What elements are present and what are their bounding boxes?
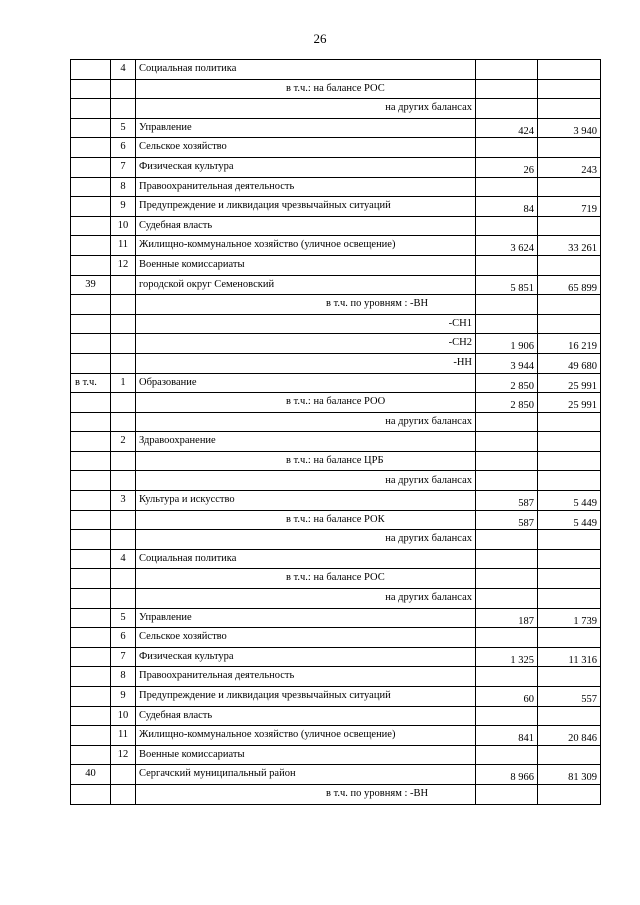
- item-name-cell: Правоохранительная деятельность: [136, 667, 476, 687]
- item-number-cell: [111, 99, 136, 119]
- value-2-cell: [538, 589, 601, 609]
- item-name-cell: -СН1: [136, 314, 476, 334]
- item-number-cell: 12: [111, 745, 136, 765]
- row-number-cell: [71, 138, 111, 158]
- value-2-cell: [538, 60, 601, 80]
- value-1-cell: [476, 745, 538, 765]
- value-1-cell: 587: [476, 491, 538, 511]
- value-1-cell: [476, 432, 538, 452]
- row-number-cell: [71, 628, 111, 648]
- item-number-cell: 11: [111, 236, 136, 256]
- value-2-cell: [538, 138, 601, 158]
- item-name-cell: Здравоохранение: [136, 432, 476, 452]
- table-row: [71, 491, 601, 511]
- value-2-cell: 243: [538, 157, 601, 177]
- value-2-cell: [538, 99, 601, 119]
- value-2-cell: 16 219: [538, 334, 601, 354]
- item-number-cell: [111, 765, 136, 785]
- value-1-cell: 84: [476, 197, 538, 217]
- item-name-cell: на других балансах: [136, 412, 476, 432]
- table-row: [71, 275, 601, 295]
- row-number-cell: [71, 255, 111, 275]
- item-name-cell: в т.ч. по уровням : -ВН: [136, 295, 476, 315]
- value-2-cell: [538, 255, 601, 275]
- value-2-cell: 719: [538, 197, 601, 217]
- table-row: [71, 373, 601, 393]
- item-name-cell: в т.ч.: на балансе РОК: [136, 510, 476, 530]
- item-number-cell: 6: [111, 628, 136, 648]
- value-2-cell: [538, 216, 601, 236]
- item-name-cell: Правоохранительная деятельность: [136, 177, 476, 197]
- row-number-cell: [71, 353, 111, 373]
- value-2-cell: 1 739: [538, 608, 601, 628]
- row-number-cell: [71, 530, 111, 550]
- row-number-cell: [71, 79, 111, 99]
- value-2-cell: 33 261: [538, 236, 601, 256]
- item-name-cell: на других балансах: [136, 471, 476, 491]
- item-number-cell: 6: [111, 138, 136, 158]
- item-name-cell: Военные комиссариаты: [136, 745, 476, 765]
- value-2-cell: [538, 706, 601, 726]
- table-row: [71, 608, 601, 628]
- item-number-cell: [111, 510, 136, 530]
- value-2-cell: 25 991: [538, 393, 601, 413]
- item-name-cell: Военные комиссариаты: [136, 255, 476, 275]
- item-name-cell: на других балансах: [136, 530, 476, 550]
- value-2-cell: 11 316: [538, 647, 601, 667]
- value-1-cell: 841: [476, 726, 538, 746]
- value-1-cell: [476, 255, 538, 275]
- item-number-cell: 7: [111, 647, 136, 667]
- row-number-cell: [71, 314, 111, 334]
- table-row: [71, 628, 601, 648]
- row-number-cell: [71, 549, 111, 569]
- table-row: [71, 314, 601, 334]
- row-number-cell: [71, 334, 111, 354]
- value-2-cell: [538, 569, 601, 589]
- item-name-cell: в т.ч.: на балансе РОО: [136, 393, 476, 413]
- value-1-cell: 5 851: [476, 275, 538, 295]
- row-number-cell: [71, 667, 111, 687]
- value-1-cell: 424: [476, 118, 538, 138]
- value-1-cell: [476, 60, 538, 80]
- table-row: [71, 255, 601, 275]
- item-number-cell: 4: [111, 60, 136, 80]
- item-number-cell: 3: [111, 491, 136, 511]
- value-2-cell: 3 940: [538, 118, 601, 138]
- value-1-cell: [476, 412, 538, 432]
- row-number-cell: в т.ч.: [71, 373, 111, 393]
- value-1-cell: [476, 216, 538, 236]
- item-name-cell: на других балансах: [136, 99, 476, 119]
- table-row: [71, 451, 601, 471]
- value-1-cell: 3 624: [476, 236, 538, 256]
- item-name-cell: в т.ч.: на балансе РОС: [136, 79, 476, 99]
- page-number: 26: [313, 31, 327, 46]
- value-2-cell: 65 899: [538, 275, 601, 295]
- value-1-cell: 60: [476, 687, 538, 707]
- table-row: [71, 784, 601, 804]
- value-2-cell: 20 846: [538, 726, 601, 746]
- table-row: [71, 295, 601, 315]
- value-2-cell: [538, 451, 601, 471]
- table-row: [71, 530, 601, 550]
- item-number-cell: 11: [111, 726, 136, 746]
- table-row: [71, 157, 601, 177]
- item-name-cell: Культура и искусство: [136, 491, 476, 511]
- item-name-cell: на других балансах: [136, 589, 476, 609]
- value-1-cell: [476, 706, 538, 726]
- item-name-cell: Жилищно-коммунальное хозяйство (уличное освещение): [136, 726, 476, 746]
- value-2-cell: [538, 177, 601, 197]
- item-number-cell: 5: [111, 118, 136, 138]
- row-number-cell: [71, 647, 111, 667]
- table-row: [71, 687, 601, 707]
- row-number-cell: [71, 784, 111, 804]
- value-1-cell: [476, 177, 538, 197]
- item-number-cell: [111, 353, 136, 373]
- table-row: [71, 667, 601, 687]
- value-1-cell: [476, 79, 538, 99]
- item-name-cell: Судебная власть: [136, 706, 476, 726]
- value-1-cell: [476, 138, 538, 158]
- value-1-cell: 1 325: [476, 647, 538, 667]
- item-number-cell: 9: [111, 197, 136, 217]
- value-2-cell: [538, 667, 601, 687]
- value-1-cell: [476, 99, 538, 119]
- value-1-cell: 2 850: [476, 393, 538, 413]
- table-row: [71, 569, 601, 589]
- table-row: [71, 216, 601, 236]
- row-number-cell: [71, 177, 111, 197]
- table-row: [71, 197, 601, 217]
- row-number-cell: [71, 60, 111, 80]
- table-row: [71, 177, 601, 197]
- table-row: [71, 334, 601, 354]
- table-row: [71, 99, 601, 119]
- item-number-cell: [111, 784, 136, 804]
- item-name-cell: в т.ч.: на балансе ЦРБ: [136, 451, 476, 471]
- value-2-cell: [538, 745, 601, 765]
- row-number-cell: [71, 745, 111, 765]
- value-1-cell: [476, 667, 538, 687]
- value-2-cell: [538, 295, 601, 315]
- value-2-cell: [538, 412, 601, 432]
- value-2-cell: 5 449: [538, 491, 601, 511]
- row-number-cell: [71, 412, 111, 432]
- item-number-cell: 12: [111, 255, 136, 275]
- value-2-cell: [538, 530, 601, 550]
- table-row: [71, 432, 601, 452]
- row-number-cell: [71, 726, 111, 746]
- item-number-cell: 8: [111, 667, 136, 687]
- value-1-cell: [476, 471, 538, 491]
- item-number-cell: 7: [111, 157, 136, 177]
- item-name-cell: Социальная политика: [136, 549, 476, 569]
- item-name-cell: Физическая культура: [136, 647, 476, 667]
- item-number-cell: [111, 79, 136, 99]
- value-1-cell: [476, 628, 538, 648]
- value-2-cell: [538, 784, 601, 804]
- item-name-cell: Управление: [136, 118, 476, 138]
- row-number-cell: [71, 118, 111, 138]
- row-number-cell: [71, 432, 111, 452]
- item-name-cell: Предупреждение и ликвидация чрезвычайных ситуаций: [136, 197, 476, 217]
- row-number-cell: [71, 569, 111, 589]
- table-row: [71, 353, 601, 373]
- value-1-cell: 26: [476, 157, 538, 177]
- value-2-cell: [538, 471, 601, 491]
- item-number-cell: [111, 471, 136, 491]
- value-2-cell: 49 680: [538, 353, 601, 373]
- table-body: [71, 60, 601, 805]
- item-number-cell: 10: [111, 706, 136, 726]
- table-row: [71, 118, 601, 138]
- table-row: [71, 138, 601, 158]
- item-name-cell: Образование: [136, 373, 476, 393]
- table-row: [71, 706, 601, 726]
- budget-table: [70, 59, 601, 805]
- row-number-cell: [71, 295, 111, 315]
- item-number-cell: [111, 393, 136, 413]
- row-number-cell: [71, 510, 111, 530]
- value-2-cell: [538, 79, 601, 99]
- value-2-cell: [538, 549, 601, 569]
- table-row: [71, 549, 601, 569]
- value-2-cell: [538, 314, 601, 334]
- item-number-cell: 4: [111, 549, 136, 569]
- value-2-cell: 25 991: [538, 373, 601, 393]
- item-number-cell: 2: [111, 432, 136, 452]
- item-name-cell: в т.ч.: на балансе РОС: [136, 569, 476, 589]
- table-row: [71, 510, 601, 530]
- item-name-cell: Судебная власть: [136, 216, 476, 236]
- table-row: [71, 589, 601, 609]
- item-number-cell: [111, 334, 136, 354]
- row-number-cell: 40: [71, 765, 111, 785]
- value-1-cell: 3 944: [476, 353, 538, 373]
- value-2-cell: 5 449: [538, 510, 601, 530]
- value-1-cell: 8 966: [476, 765, 538, 785]
- item-number-cell: [111, 275, 136, 295]
- row-number-cell: [71, 687, 111, 707]
- table-row: [71, 79, 601, 99]
- row-number-cell: [71, 236, 111, 256]
- table-row: [71, 765, 601, 785]
- value-2-cell: [538, 432, 601, 452]
- row-number-cell: [71, 197, 111, 217]
- value-1-cell: 2 850: [476, 373, 538, 393]
- item-name-cell: Физическая культура: [136, 157, 476, 177]
- value-1-cell: [476, 451, 538, 471]
- value-2-cell: [538, 628, 601, 648]
- item-name-cell: Управление: [136, 608, 476, 628]
- item-name-cell: -НН: [136, 353, 476, 373]
- table-row: [71, 726, 601, 746]
- item-name-cell: городской округ Семеновский: [136, 275, 476, 295]
- value-2-cell: 81 309: [538, 765, 601, 785]
- value-1-cell: [476, 314, 538, 334]
- item-name-cell: Сельское хозяйство: [136, 138, 476, 158]
- item-number-cell: 5: [111, 608, 136, 628]
- table-row: [71, 60, 601, 80]
- item-number-cell: [111, 314, 136, 334]
- table-row: [71, 647, 601, 667]
- row-number-cell: [71, 706, 111, 726]
- item-name-cell: Жилищно-коммунальное хозяйство (уличное освещение): [136, 236, 476, 256]
- value-1-cell: [476, 569, 538, 589]
- item-name-cell: Сергачский муниципальный район: [136, 765, 476, 785]
- row-number-cell: [71, 157, 111, 177]
- row-number-cell: [71, 216, 111, 236]
- value-1-cell: 187: [476, 608, 538, 628]
- row-number-cell: [71, 451, 111, 471]
- item-name-cell: в т.ч. по уровням : -ВН: [136, 784, 476, 804]
- item-name-cell: Сельское хозяйство: [136, 628, 476, 648]
- value-1-cell: [476, 784, 538, 804]
- row-number-cell: 39: [71, 275, 111, 295]
- value-1-cell: [476, 549, 538, 569]
- row-number-cell: [71, 99, 111, 119]
- item-name-cell: -СН2: [136, 334, 476, 354]
- table-row: [71, 393, 601, 413]
- row-number-cell: [71, 393, 111, 413]
- row-number-cell: [71, 608, 111, 628]
- item-number-cell: [111, 451, 136, 471]
- item-number-cell: [111, 412, 136, 432]
- table-row: [71, 236, 601, 256]
- value-1-cell: [476, 589, 538, 609]
- item-number-cell: [111, 295, 136, 315]
- table-row: [71, 412, 601, 432]
- table-row: [71, 745, 601, 765]
- item-name-cell: Социальная политика: [136, 60, 476, 80]
- item-number-cell: 9: [111, 687, 136, 707]
- value-1-cell: [476, 295, 538, 315]
- item-number-cell: [111, 569, 136, 589]
- item-number-cell: 1: [111, 373, 136, 393]
- value-1-cell: [476, 530, 538, 550]
- row-number-cell: [71, 491, 111, 511]
- item-number-cell: [111, 530, 136, 550]
- value-1-cell: 587: [476, 510, 538, 530]
- row-number-cell: [71, 471, 111, 491]
- row-number-cell: [71, 589, 111, 609]
- value-1-cell: 1 906: [476, 334, 538, 354]
- item-number-cell: [111, 589, 136, 609]
- table-row: [71, 471, 601, 491]
- item-name-cell: Предупреждение и ликвидация чрезвычайных ситуаций: [136, 687, 476, 707]
- item-number-cell: 10: [111, 216, 136, 236]
- item-number-cell: 8: [111, 177, 136, 197]
- value-2-cell: 557: [538, 687, 601, 707]
